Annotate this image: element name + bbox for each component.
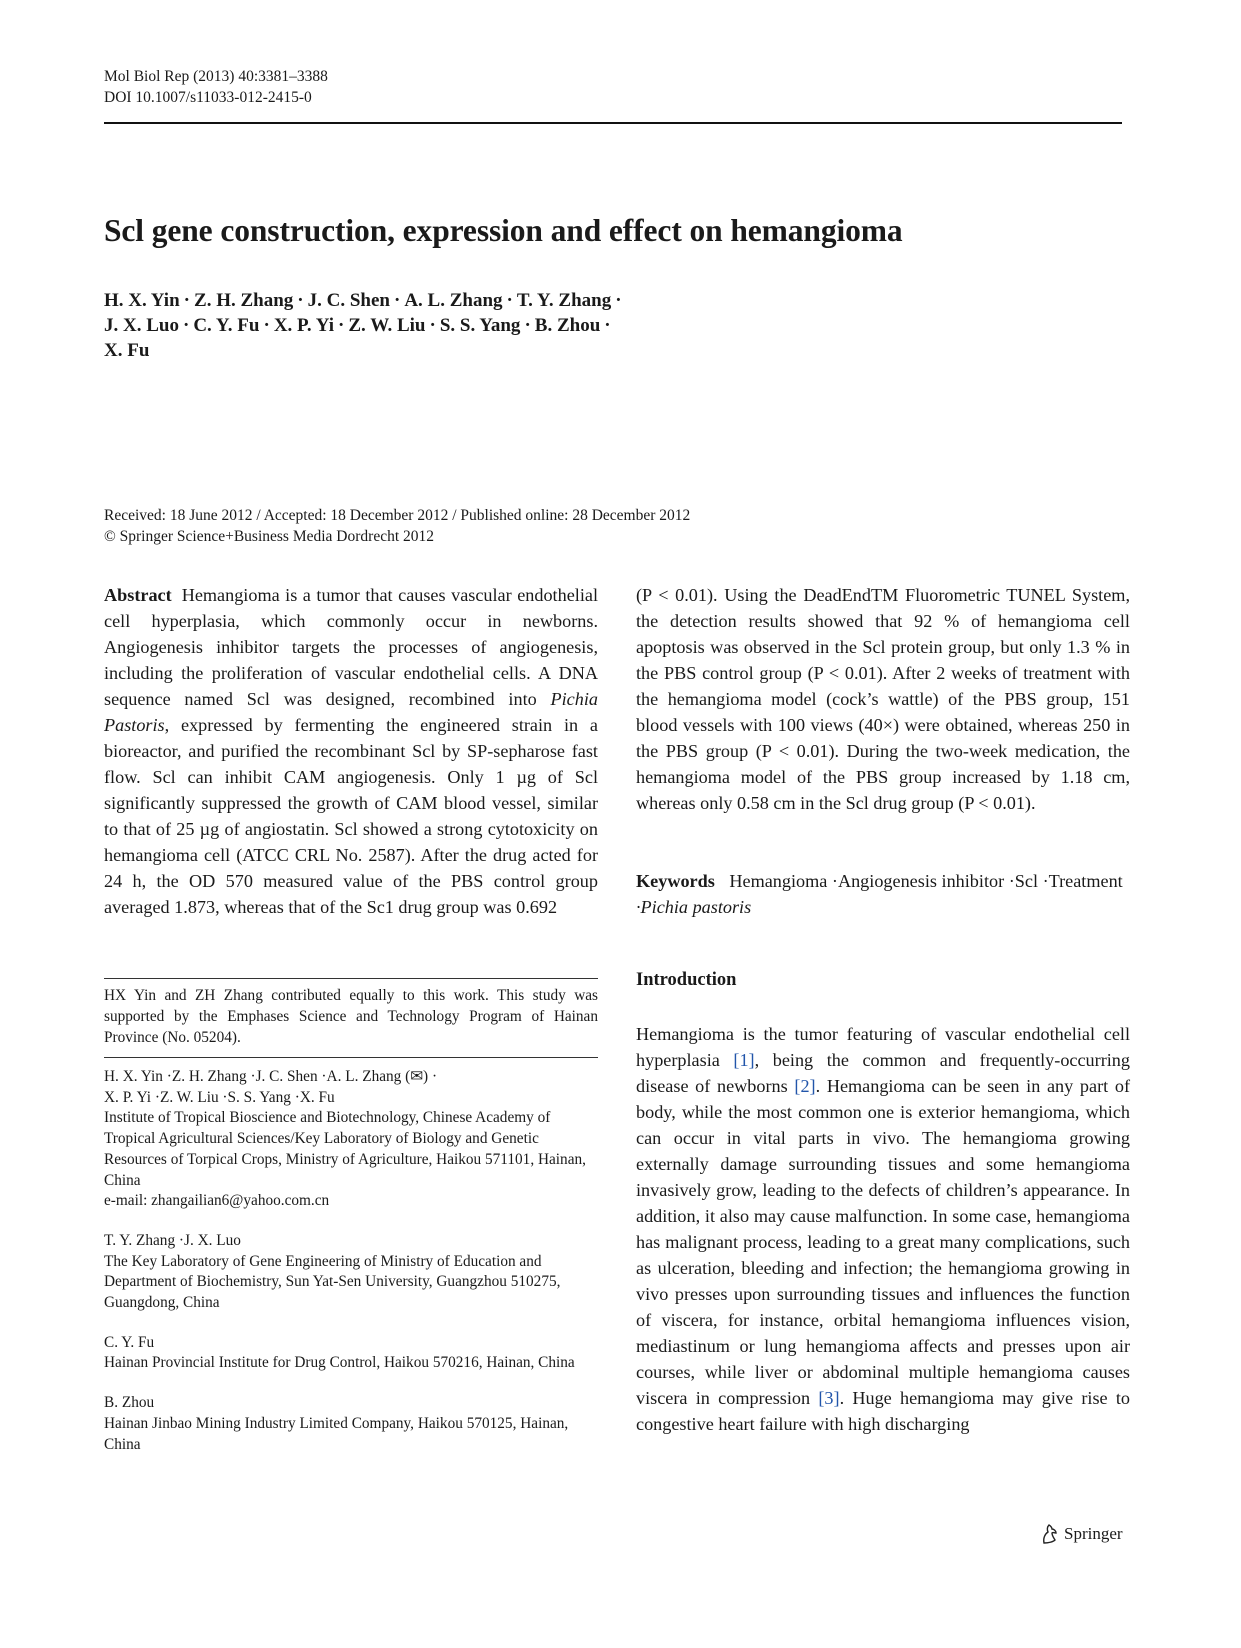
affiliation-authors bbox=[104, 1393, 598, 1414]
affiliations bbox=[104, 1067, 598, 1474]
affiliation-author: · S. S. Yang bbox=[219, 1089, 291, 1106]
publisher-logo bbox=[1040, 1523, 1123, 1545]
keyword: · Pichia pastoris bbox=[636, 897, 751, 917]
author-name[interactable]: Z. W. Liu bbox=[348, 315, 426, 336]
abstract-left bbox=[104, 582, 598, 920]
intro-text: Hemangioma is the tumor featuring of vascular endothelial cell hyperplasia bbox=[636, 1024, 1130, 1070]
author-line-3 bbox=[104, 338, 744, 363]
affiliation-author: · X. Fu bbox=[291, 1089, 335, 1106]
affiliation-block bbox=[104, 1231, 598, 1314]
affiliation-address: Hainan Jinbao Mining Industry Limited Company, Haikou 570125, Hainan, China bbox=[104, 1414, 569, 1453]
affiliation-authors bbox=[104, 1333, 598, 1354]
author-name[interactable]: A. L. Zhang bbox=[404, 290, 503, 311]
affiliation-author: · A. L. Zhang (✉) · bbox=[318, 1068, 437, 1085]
affiliation-author: · J. C. Shen bbox=[247, 1068, 318, 1085]
affiliation-address: The Key Laboratory of Gene Engineering of Ministry of Education and Department of Biochemistry, Sun Yat-Sen University, Guangzhou 510275, Guangdong, China bbox=[104, 1252, 561, 1312]
keywords bbox=[636, 868, 1130, 920]
affiliation-authors bbox=[104, 1088, 598, 1109]
header-rule bbox=[104, 122, 1122, 124]
publication-dates bbox=[104, 505, 864, 547]
author-name[interactable]: T. Y. Zhang bbox=[516, 290, 612, 311]
affiliation-email[interactable]: e-mail: zhangailian6@yahoo.com.cn bbox=[104, 1192, 330, 1210]
author-name[interactable]: X. Fu bbox=[104, 340, 150, 361]
abstract-text-a: Hemangioma is a tumor that causes vascular endothelial cell hyperplasia, which commonly occur in newborns. Angiogenesis inhibitor targets the processes of angiogenesis, including the proliferation of vascular endothelial cells. A DNA sequence named Scl was designed, recombined into bbox=[104, 585, 598, 709]
journal-citation: Mol Biol Rep (2013) 40:3381–3388 bbox=[104, 68, 328, 85]
footnote-rule bbox=[104, 978, 598, 979]
intro-text: . Huge hemangioma may give rise to congestive heart failure with high discharging bbox=[636, 1388, 1130, 1434]
affiliation-author: C. Y. Fu bbox=[104, 1333, 155, 1351]
affiliation-author: X. P. Yi bbox=[104, 1088, 152, 1106]
contribution-note: HX Yin and ZH Zhang contributed equally to this work. This study was supported by the Emphases Science and Technology Program of Hainan Province (No. 05204). bbox=[104, 987, 598, 1046]
abstract-text-b: , expressed by fermenting the engineered strain in a bioreactor, and purified the recombinant Scl by SP-sepharose fast flow. Scl can inhibit CAM angiogenesis. Only 1 µg of Scl significantly suppressed the growth of CAM blood vessel, similar to that of 25 µg of angiostatin. Scl showed a strong cytotoxicity on hemangioma cell (ATCC CRL No. 2587). After the drug acted for 24 h, the OD 570 measured value of the PBS control group averaged 1.873, whereas that of the Sc1 drug group was 0.692 bbox=[104, 715, 598, 917]
affiliation-author: B. Zhou bbox=[104, 1394, 155, 1412]
keyword: · Angiogenesis inhibitor bbox=[832, 871, 1004, 891]
publisher-name: Springer bbox=[1064, 1524, 1123, 1543]
author-line-1: H. X. Yin · Z. H. Zhang · J. C. Shen · A. L. Zhang · T. Y. Zhang · bbox=[104, 290, 622, 311]
author-name[interactable]: B. Zhou bbox=[534, 315, 601, 336]
affiliation-block bbox=[104, 1067, 598, 1212]
paper-title: Scl gene construction, expression and effect on hemangioma bbox=[104, 213, 903, 248]
author-name[interactable]: J. X. Luo bbox=[104, 315, 179, 336]
author-name[interactable]: X. P. Yi bbox=[273, 315, 335, 336]
citation-link[interactable]: [2] bbox=[794, 1076, 816, 1096]
affiliation-address: Hainan Provincial Institute for Drug Control, Haikou 570216, Hainan, China bbox=[104, 1354, 575, 1372]
abstract-species: Pichia Pastoris bbox=[104, 689, 598, 735]
author-line-2: J. X. Luo · C. Y. Fu · X. P. Yi · Z. W. Liu · S. S. Yang · B. Zhou · bbox=[104, 315, 611, 336]
affiliation-authors bbox=[104, 1231, 598, 1252]
journal-doi: DOI 10.1007/s11033-012-2415-0 bbox=[104, 89, 312, 106]
keyword: · Treatment bbox=[1043, 871, 1123, 891]
introduction-body bbox=[636, 1021, 1130, 1437]
affiliation-author: · J. X. Luo bbox=[175, 1232, 241, 1249]
journal-header bbox=[104, 66, 328, 108]
dates-line: Received: 18 June 2012 / Accepted: 18 December 2012 / Published online: 28 December 2012 bbox=[104, 507, 691, 524]
abstract-right: (P < 0.01). Using the DeadEndTM Fluorometric TUNEL System, the detection results showed that 92 % of hemangioma cell apoptosis was observed in the Scl protein group, but only 1.3 % in the PBS control group (P < 0.01). After 2 weeks of treatment with the hemangioma model (cock’s wattle) of the PBS group, 151 blood vessels with 100 views (40×) were obtained, whereas 250 in the PBS group (P < 0.01). During the two-week medication, the hemangioma model of the PBS group increased by 1.18 cm, whereas only 0.58 cm in the Scl drug group (P < 0.01). bbox=[636, 585, 1130, 813]
author-name[interactable]: J. C. Shen bbox=[307, 290, 390, 311]
author-name[interactable]: C. Y. Fu bbox=[193, 315, 260, 336]
citation-link[interactable]: [1] bbox=[733, 1050, 755, 1070]
keyword: · Scl bbox=[1009, 871, 1038, 891]
affiliation-author: T. Y. Zhang bbox=[104, 1231, 176, 1249]
affiliation-block bbox=[104, 1333, 598, 1374]
copyright-line: © Springer Science+Business Media Dordrecht 2012 bbox=[104, 528, 435, 545]
springer-horse-icon bbox=[1040, 1523, 1060, 1545]
author-name[interactable]: H. X. Yin bbox=[104, 290, 180, 311]
citation-link[interactable]: [3] bbox=[818, 1388, 840, 1408]
intro-text: , being the common and frequently-occurring disease of newborns bbox=[636, 1050, 1130, 1096]
keywords-label: Keywords bbox=[636, 871, 715, 891]
affiliation-block bbox=[104, 1393, 598, 1455]
keyword: Hemangioma bbox=[729, 871, 828, 891]
intro-text: . Hemangioma can be seen in any part of body, while the most common one is exterior hemangioma, which can occur in vital parts in vivo. The hemangioma growing externally damage surrounding tissues and some hemangioma invasively grow, leading to the defects of children’s appearance. In addition, it also may cause malfunction. In some case, hemangioma has malignant process, leading to a great many complications, such as ulceration, bleeding and infection; the hemangioma growing in vivo presses upon surrounding tissues and influences the function of viscera, for instance, orbital hemangioma influences vision, mediastinum or lung hemangioma affects and presses upon air courses, while liver or abdominal multiple hemangioma causes viscera in compression bbox=[636, 1076, 1130, 1408]
affiliation-author: · Z. H. Zhang bbox=[163, 1068, 247, 1085]
author-name[interactable]: Z. H. Zhang bbox=[194, 290, 294, 311]
abstract-label: Abstract bbox=[104, 585, 172, 605]
author-list bbox=[104, 288, 744, 363]
affiliation-authors bbox=[104, 1067, 598, 1088]
affiliation-rule bbox=[104, 1057, 598, 1058]
affiliation-address: Institute of Tropical Bioscience and Biotechnology, Chinese Academy of Tropical Agricultural Sciences/Key Laboratory of Biology and Genetic Resources of Torpical Crops, Ministry of Agriculture, Haikou 571101, Hainan, China bbox=[104, 1109, 586, 1189]
author-name[interactable]: S. S. Yang bbox=[439, 315, 521, 336]
affiliation-author: · Z. W. Liu bbox=[151, 1089, 219, 1106]
introduction-heading: Introduction bbox=[636, 970, 737, 990]
affiliation-author: H. X. Yin bbox=[104, 1068, 163, 1085]
